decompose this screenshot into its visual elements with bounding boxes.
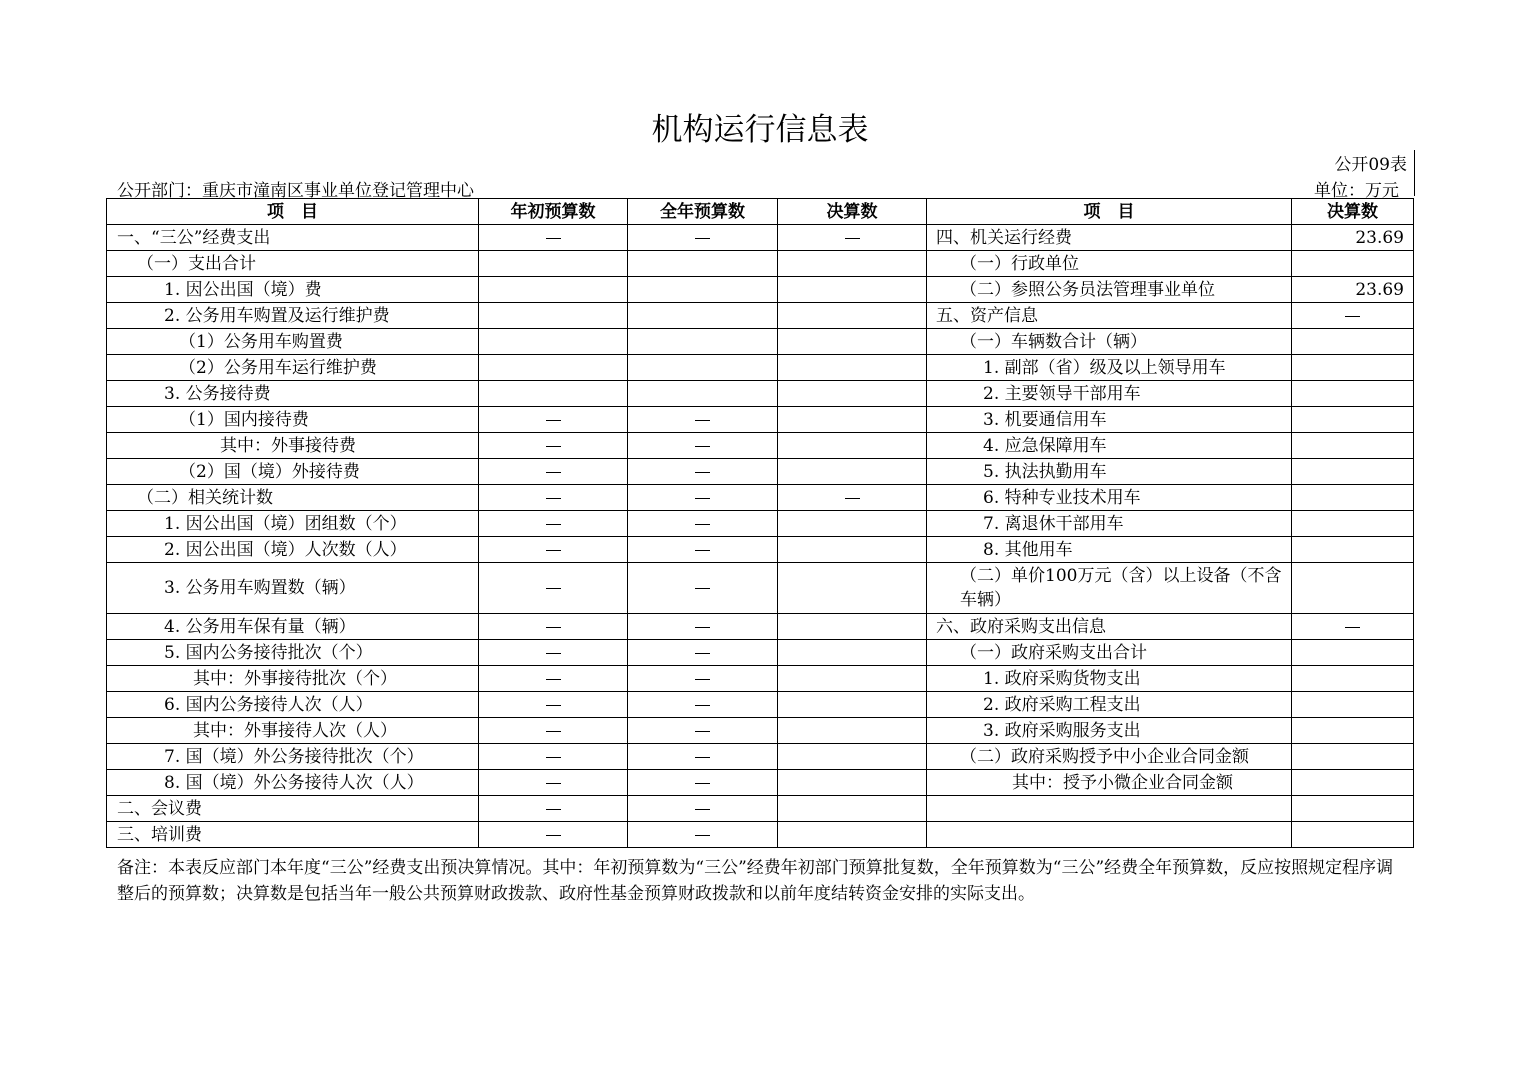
right-item-label: 6. 特种专业技术用车 [927,485,1292,511]
row-final-value [778,666,927,692]
row-annual-value [628,225,778,251]
row-final-value [778,225,927,251]
dash-mark [546,705,561,706]
page-title: 机构运行信息表 [651,112,869,148]
row-item-label: 1. 因公出国（境）团组数（个） [107,511,479,537]
row-initial-value [479,563,628,614]
dash-mark [695,238,710,239]
row-item-label: 7. 国（境）外公务接待批次（个） [107,744,479,770]
row-initial-value [479,381,628,407]
table-row [107,718,1414,744]
dash-mark [695,731,710,732]
table-row [107,407,1414,433]
row-item-label: 三、培训费 [107,822,479,848]
row-final-value [778,511,927,537]
row-initial-value [479,640,628,666]
right-item-label: （一）行政单位 [927,251,1292,277]
dash-mark [845,238,860,239]
table-row [107,225,1414,251]
table-row [107,614,1414,640]
dash-mark [695,757,710,758]
right-item-label: （二）政府采购授予中小企业合同金额 [927,744,1292,770]
row-item-label: （一）支出合计 [107,251,479,277]
dash-mark [695,627,710,628]
info-table [106,198,1414,848]
right-final-value [1292,796,1414,822]
right-final-value [1292,537,1414,563]
row-initial-value [479,770,628,796]
row-item-label: 1. 因公出国（境）费 [107,277,479,303]
row-item-label: （2）国（境）外接待费 [107,459,479,485]
row-final-value [778,355,927,381]
right-final-value [1292,355,1414,381]
right-final-value [1292,744,1414,770]
right-final-value [1292,614,1414,640]
dash-mark [695,446,710,447]
row-annual-value [628,614,778,640]
header-item-right: 项 目 [927,199,1292,225]
right-item-label: 2. 政府采购工程支出 [927,692,1292,718]
row-initial-value [479,459,628,485]
row-final-value [778,770,927,796]
row-final-value [778,640,927,666]
dash-mark [546,498,561,499]
right-item-label: 1. 副部（省）级及以上领导用车 [927,355,1292,381]
right-final-value [1292,718,1414,744]
dash-mark [845,498,860,499]
table-row [107,355,1414,381]
row-final-value [778,407,927,433]
dash-mark [1345,627,1360,628]
row-final-value [778,433,927,459]
row-initial-value [479,355,628,381]
unit-label: 单位：万元 [1314,181,1399,201]
dash-mark [546,835,561,836]
table-row [107,303,1414,329]
row-final-value [778,563,927,614]
right-item-label: （一）车辆数合计（辆） [927,329,1292,355]
dash-mark [695,472,710,473]
row-annual-value [628,485,778,511]
right-final-value [1292,511,1414,537]
right-final-value [1292,640,1414,666]
dash-mark [546,627,561,628]
row-item-label: 5. 国内公务接待批次（个） [107,640,479,666]
row-annual-value [628,744,778,770]
dash-mark [695,679,710,680]
table-header-row [107,199,1414,225]
row-annual-value [628,355,778,381]
table-row [107,770,1414,796]
table-row [107,640,1414,666]
row-item-label: （1）国内接待费 [107,407,479,433]
right-final-value [1292,770,1414,796]
dash-mark [546,731,561,732]
dash-mark [546,550,561,551]
dash-mark [546,420,561,421]
right-final-value [1292,822,1414,848]
right-item-label [927,822,1292,848]
table-row [107,822,1414,848]
right-item-label: （一）政府采购支出合计 [927,640,1292,666]
dash-mark [546,524,561,525]
table-row [107,485,1414,511]
row-final-value [778,485,927,511]
table-row [107,277,1414,303]
table-row [107,433,1414,459]
row-initial-value [479,277,628,303]
row-initial-value [479,718,628,744]
dash-mark [1345,316,1360,317]
row-item-label: 8. 国（境）外公务接待人次（人） [107,770,479,796]
dash-mark [546,588,561,589]
row-annual-value [628,666,778,692]
row-item-label: 4. 公务用车保有量（辆） [107,614,479,640]
row-initial-value [479,822,628,848]
header-initial-budget: 年初预算数 [479,199,628,225]
row-annual-value [628,640,778,666]
row-item-label: （1）公务用车购置费 [107,329,479,355]
row-annual-value [628,563,778,614]
row-annual-value [628,329,778,355]
row-initial-value [479,614,628,640]
right-final-value [1292,666,1414,692]
dash-mark [695,420,710,421]
row-initial-value [479,744,628,770]
right-final-value [1292,563,1414,614]
row-item-label: 其中：外事接待批次（个） [107,666,479,692]
right-final-value [1292,459,1414,485]
row-item-label: 3. 公务接待费 [107,381,479,407]
row-initial-value [479,329,628,355]
dash-mark [546,809,561,810]
right-final-value [1292,329,1414,355]
dash-mark [546,653,561,654]
row-annual-value [628,796,778,822]
row-initial-value [479,511,628,537]
row-final-value [778,537,927,563]
row-initial-value [479,666,628,692]
row-item-label: 二、会议费 [107,796,479,822]
table-row [107,251,1414,277]
right-item-label: 1. 政府采购货物支出 [927,666,1292,692]
department-label: 公开部门：重庆市潼南区事业单位登记管理中心 [117,181,474,201]
table-row [107,563,1414,614]
row-final-value [778,251,927,277]
row-final-value [778,744,927,770]
row-initial-value [479,225,628,251]
right-final-value: 23.69 [1292,225,1414,251]
row-initial-value [479,692,628,718]
table-row [107,329,1414,355]
row-annual-value [628,407,778,433]
table-row [107,666,1414,692]
table-row [107,511,1414,537]
table-row [107,381,1414,407]
right-item-label: 2. 主要领导干部用车 [927,381,1292,407]
row-final-value [778,303,927,329]
table-row [107,459,1414,485]
right-final-value [1292,433,1414,459]
row-item-label: （二）相关统计数 [107,485,479,511]
right-item-label: （二）单价100万元（含）以上设备（不含车辆） [927,563,1292,614]
row-item-label: 其中：外事接待人次（人） [107,718,479,744]
header-final-account: 决算数 [778,199,927,225]
right-final-value [1292,407,1414,433]
row-initial-value [479,485,628,511]
right-final-value [1292,485,1414,511]
row-item-label: （2）公务用车运行维护费 [107,355,479,381]
dash-mark [546,783,561,784]
right-final-value [1292,381,1414,407]
row-final-value [778,329,927,355]
footnote: 备注：本表反应部门本年度“三公”经费支出预决算情况。其中：年初预算数为“三公”经费年初部门预算批复数，全年预算数为“三公”经费全年预算数，反应按照规定程序调整后的预算数；决算数是包括当年一般公共预算财政拨款、政府性基金预算财政拨款和以前年度结转资金安排的实际支出。 [117,858,1394,904]
dash-mark [695,783,710,784]
row-item-label: 2. 因公出国（境）人次数（人） [107,537,479,563]
row-item-label: 一、“三公”经费支出 [107,225,479,251]
row-annual-value [628,770,778,796]
table-row [107,537,1414,563]
row-annual-value [628,537,778,563]
right-final-value: 23.69 [1292,277,1414,303]
row-annual-value [628,381,778,407]
row-initial-value [479,251,628,277]
row-annual-value [628,433,778,459]
right-item-label [927,796,1292,822]
right-item-label: 其中：授予小微企业合同金额 [927,770,1292,796]
row-final-value [778,796,927,822]
row-item-label: 2. 公务用车购置及运行维护费 [107,303,479,329]
dash-mark [695,705,710,706]
row-final-value [778,692,927,718]
row-annual-value [628,277,778,303]
dash-mark [695,498,710,499]
dash-mark [546,238,561,239]
right-final-value [1292,692,1414,718]
row-annual-value [628,511,778,537]
table-row [107,744,1414,770]
header-annual-budget: 全年预算数 [628,199,778,225]
dash-mark [695,524,710,525]
right-item-label: 3. 机要通信用车 [927,407,1292,433]
right-item-label: 5. 执法执勤用车 [927,459,1292,485]
dash-mark [546,472,561,473]
table-row [107,692,1414,718]
row-initial-value [479,796,628,822]
row-final-value [778,277,927,303]
row-annual-value [628,822,778,848]
right-item-label: （二）参照公务员法管理事业单位 [927,277,1292,303]
right-item-label: 四、机关运行经费 [927,225,1292,251]
form-number: 公开09表 [1334,155,1407,175]
right-item-label: 五、资产信息 [927,303,1292,329]
right-item-label: 4. 应急保障用车 [927,433,1292,459]
dash-mark [695,835,710,836]
dash-mark [695,653,710,654]
row-initial-value [479,537,628,563]
dash-mark [695,588,710,589]
row-final-value [778,822,927,848]
right-item-label: 3. 政府采购服务支出 [927,718,1292,744]
row-annual-value [628,251,778,277]
right-item-label: 8. 其他用车 [927,537,1292,563]
row-annual-value [628,692,778,718]
row-annual-value [628,459,778,485]
form-number-divider [1414,150,1415,196]
row-item-label: 其中：外事接待费 [107,433,479,459]
header-final-account-right: 决算数 [1292,199,1414,225]
dash-mark [695,809,710,810]
header-item: 项 目 [107,199,479,225]
table-row [107,796,1414,822]
row-initial-value [479,433,628,459]
row-item-label: 6. 国内公务接待人次（人） [107,692,479,718]
row-final-value [778,459,927,485]
dash-mark [546,679,561,680]
row-initial-value [479,407,628,433]
row-annual-value [628,303,778,329]
row-final-value [778,614,927,640]
right-item-label: 六、政府采购支出信息 [927,614,1292,640]
right-final-value [1292,251,1414,277]
row-final-value [778,381,927,407]
dash-mark [695,550,710,551]
row-final-value [778,718,927,744]
row-initial-value [479,303,628,329]
right-item-label: 7. 离退休干部用车 [927,511,1292,537]
row-item-label: 3. 公务用车购置数（辆） [107,563,479,614]
right-final-value [1292,303,1414,329]
dash-mark [546,446,561,447]
row-annual-value [628,718,778,744]
dash-mark [546,757,561,758]
